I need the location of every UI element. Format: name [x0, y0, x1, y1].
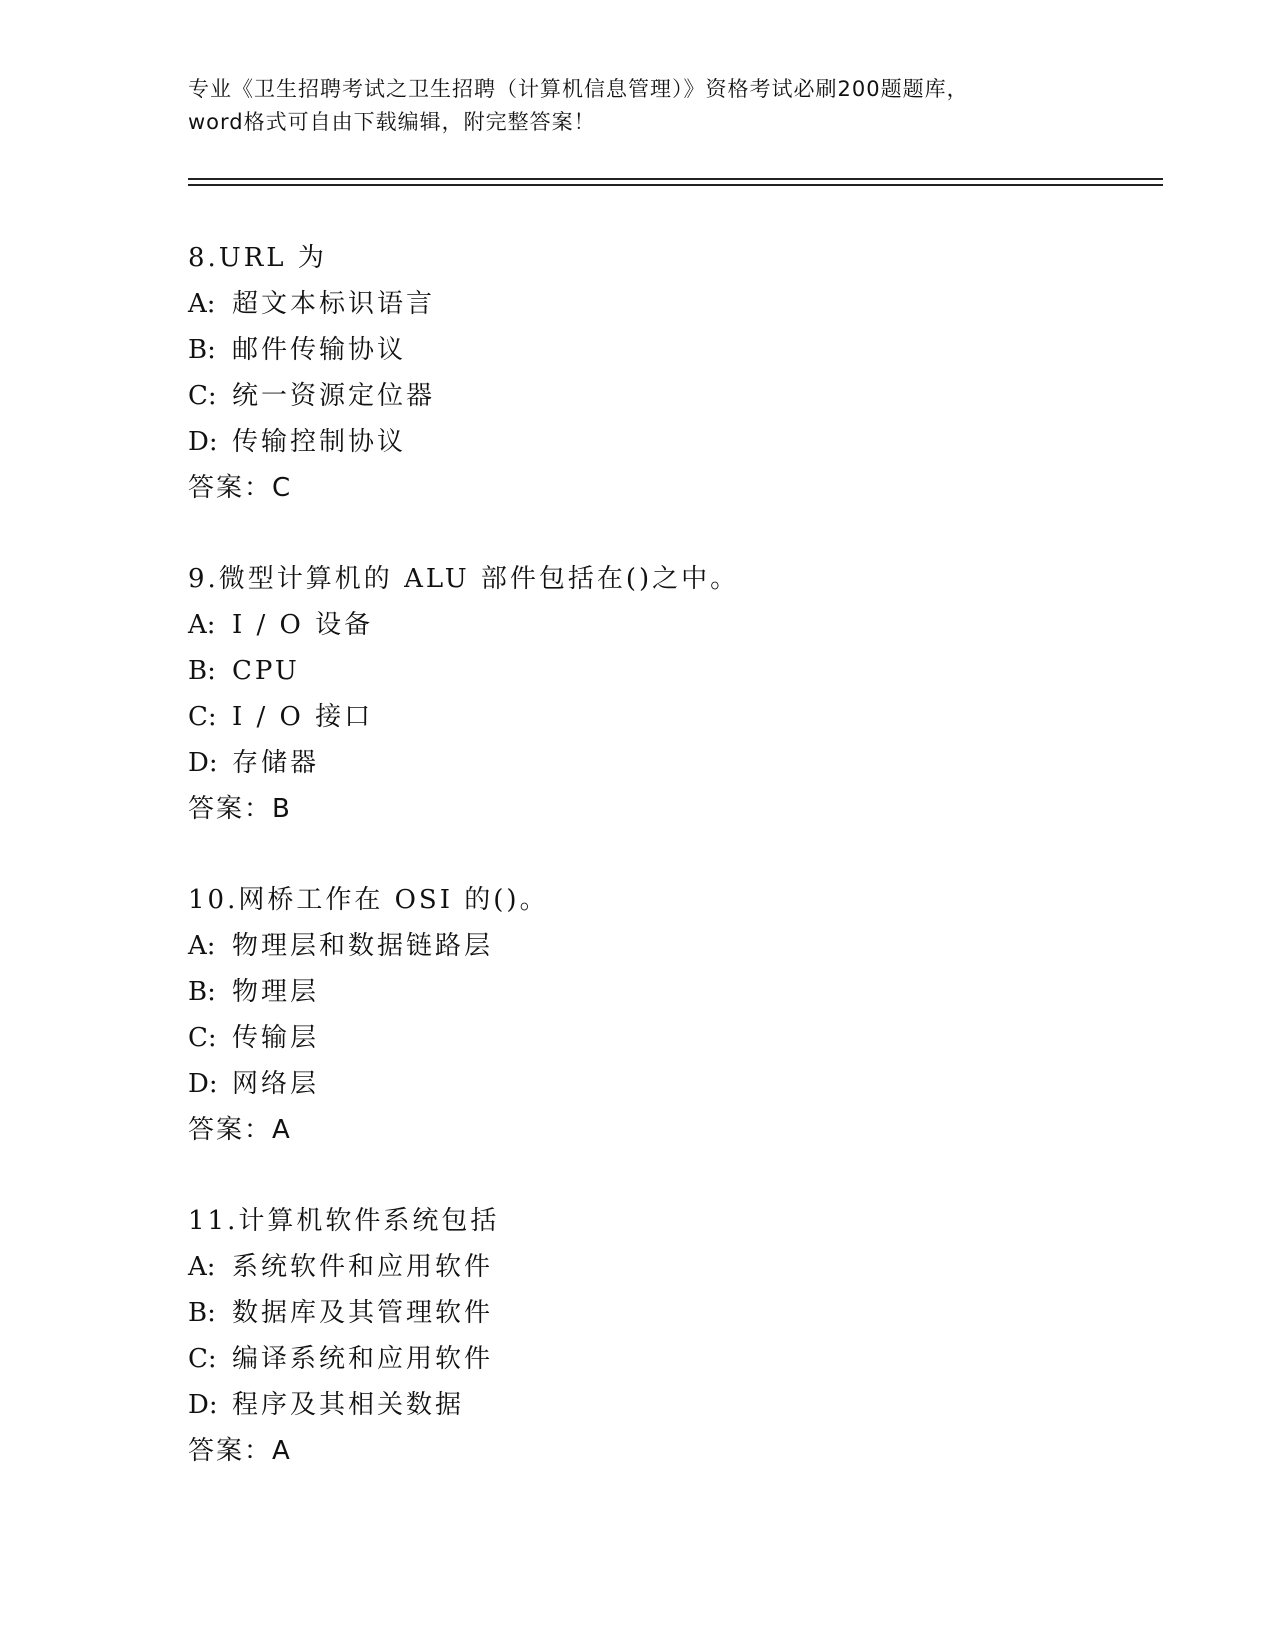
question-stem: 11.计算机软件系统包括: [188, 1206, 500, 1236]
option-text: 物理层: [232, 977, 320, 1007]
option-text: I / O 设备: [232, 610, 374, 640]
option-key: C:: [188, 1023, 217, 1053]
option-key: D:: [188, 748, 218, 778]
option-b: [188, 327, 1138, 373]
question-8: [188, 235, 1138, 511]
option-key: B:: [188, 656, 216, 686]
option-key: A:: [188, 1252, 216, 1282]
option-key: A:: [188, 289, 216, 319]
question-stem: 8.URL 为: [188, 243, 327, 273]
option-c: [188, 694, 1138, 740]
option-key: B:: [188, 1298, 216, 1328]
answer-line: 答案：B: [188, 794, 292, 824]
option-d: [188, 1382, 1138, 1428]
option-text: 传输控制协议: [232, 427, 407, 457]
answer-line: 答案：C: [188, 473, 293, 503]
option-text: I / O 接口: [232, 702, 374, 732]
option-text: 超文本标识语言: [232, 289, 436, 319]
option-c: [188, 1336, 1138, 1382]
question-11: [188, 1198, 1138, 1474]
header-divider-top: [188, 178, 1163, 180]
option-b: [188, 1290, 1138, 1336]
option-text: 编译系统和应用软件: [232, 1344, 494, 1374]
option-text: 数据库及其管理软件: [232, 1298, 494, 1328]
option-a: [188, 281, 1138, 327]
option-text: 网络层: [232, 1069, 320, 1099]
option-key: D:: [188, 1069, 218, 1099]
option-text: 系统软件和应用软件: [232, 1252, 494, 1282]
header-line-1: 专业《卫生招聘考试之卫生招聘（计算机信息管理）》资格考试必刷200题题库，: [188, 77, 969, 101]
option-text: 邮件传输协议: [232, 335, 407, 365]
question-9: [188, 556, 1138, 832]
question-stem: 10.网桥工作在 OSI 的()。: [188, 885, 549, 915]
option-key: D:: [188, 427, 218, 457]
option-d: [188, 419, 1138, 465]
option-c: [188, 373, 1138, 419]
question-stem: 9.微型计算机的 ALU 部件包括在()之中。: [188, 564, 740, 594]
option-key: B:: [188, 335, 216, 365]
document-header: [188, 73, 1088, 139]
option-d: [188, 740, 1138, 786]
answer-line: 答案：A: [188, 1115, 292, 1145]
option-a: [188, 602, 1138, 648]
option-text: 存储器: [232, 748, 320, 778]
option-key: D:: [188, 1390, 218, 1420]
option-key: A:: [188, 610, 216, 640]
option-key: A:: [188, 931, 216, 961]
question-list: [188, 235, 1138, 1519]
header-line-2: word格式可自由下载编辑，附完整答案！: [188, 110, 596, 134]
header-divider-bottom: [188, 184, 1163, 186]
option-c: [188, 1015, 1138, 1061]
option-text: CPU: [232, 656, 300, 686]
answer-line: 答案：A: [188, 1436, 292, 1466]
option-a: [188, 923, 1138, 969]
option-b: [188, 648, 1138, 694]
question-10: [188, 877, 1138, 1153]
option-a: [188, 1244, 1138, 1290]
option-b: [188, 969, 1138, 1015]
option-d: [188, 1061, 1138, 1107]
option-key: C:: [188, 1344, 217, 1374]
option-text: 传输层: [232, 1023, 320, 1053]
option-text: 统一资源定位器: [232, 381, 436, 411]
option-key: C:: [188, 702, 217, 732]
option-text: 程序及其相关数据: [232, 1390, 465, 1420]
option-text: 物理层和数据链路层: [232, 931, 494, 961]
option-key: C:: [188, 381, 217, 411]
option-key: B:: [188, 977, 216, 1007]
